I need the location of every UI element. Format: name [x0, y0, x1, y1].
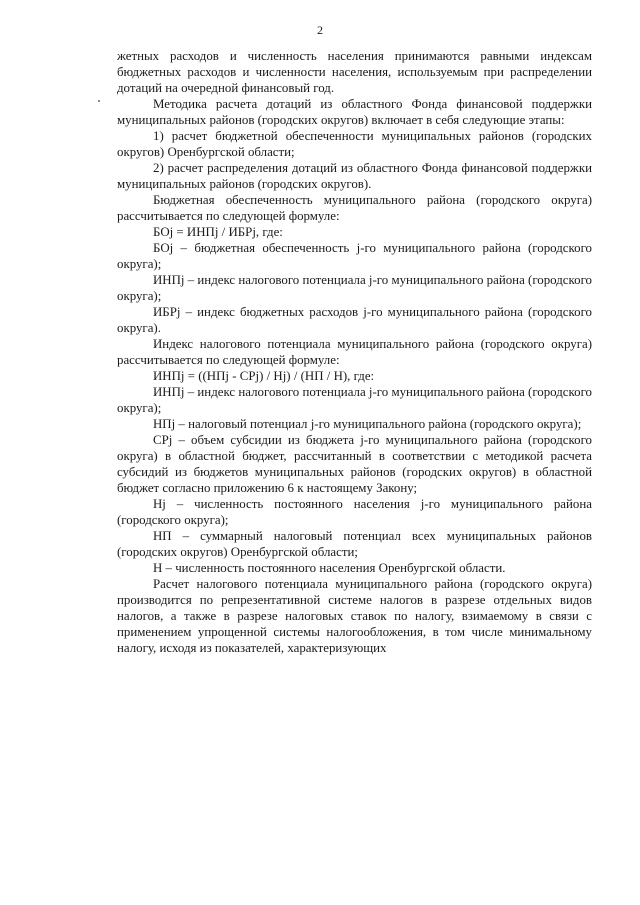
- formula-tax-potential-index: ИНПj = ((НПj - СРj) / Нj) / (НП / Н), где:: [153, 369, 375, 383]
- scan-speck: [98, 100, 100, 102]
- definition-np-total: НП – суммарный налоговый потенциал всех муниципальных районов (городских округов) Оренбургской области;: [117, 529, 592, 559]
- definition-np-j: НПj – налоговый потенциал j-го муниципального района (городского округа);: [153, 417, 582, 431]
- definition-inp: ИНПj – индекс налогового потенциала j-го муниципального района (городского округа);: [117, 273, 592, 303]
- page-number: 2: [317, 23, 323, 37]
- paragraph-tax-potential-calculation: Расчет налогового потенциала муниципального района (городского округа) производится по репрезентативной системе налогов в разрезе отдельных видов налогов, а также в разрезе налоговых ставок по налогу, взимаемому в связи с применением упрощенной системы налогообложения, в том числе минимальному налогу, исходя из показателей, характеризующих: [117, 577, 592, 655]
- paragraph-budget-provision-intro: Бюджетная обеспеченность муниципального района (городского округа) рассчитывается по следующей формуле:: [117, 193, 592, 223]
- formula-budget-provision: БОj = ИНПj / ИБРj, где:: [153, 225, 283, 239]
- definition-n-j: Нj – численность постоянного населения j-го муниципального района (городского округа);: [117, 497, 592, 527]
- definition-bo: БОj – бюджетная обеспеченность j-го муниципального района (городского округа);: [117, 241, 592, 271]
- paragraph-stage-2: 2) расчет распределения дотаций из областного Фонда финансовой поддержки муниципальных районов (городских округов).: [117, 161, 592, 191]
- paragraph-methodology: Методика расчета дотаций из областного Фонда финансовой поддержки муниципальных районов (городских округов) включает в себя следующие этапы:: [117, 97, 592, 127]
- definition-sr-j: СРj – объем субсидии из бюджета j-го муниципального района (городского округа) в областной бюджет, рассчитанный в соответствии с методикой расчета субсидий из бюджетов муниципальных районов (городских округов) в областной бюджет согласно приложению 6 к настоящему Закону;: [117, 433, 592, 495]
- definition-inp-2: ИНПj – индекс налогового потенциала j-го муниципального района (городского округа);: [117, 385, 592, 415]
- paragraph-continuation: жетных расходов и численность населения принимаются равными индексам бюджетных расходов и численности населения, используемым при распределении дотаций на очередной финансовый год.: [117, 49, 592, 95]
- paragraph-tax-index-intro: Индекс налогового потенциала муниципального района (городского округа) рассчитывается по следующей формуле:: [117, 337, 592, 367]
- paragraph-stage-1: 1) расчет бюджетной обеспеченности муниципальных районов (городских округов) Оренбургской области;: [117, 129, 592, 159]
- document-body: [117, 48, 592, 656]
- definition-n-total: Н – численность постоянного населения Оренбургской области.: [153, 561, 506, 575]
- definition-ibr: ИБРj – индекс бюджетных расходов j-го муниципального района (городского округа).: [117, 305, 592, 335]
